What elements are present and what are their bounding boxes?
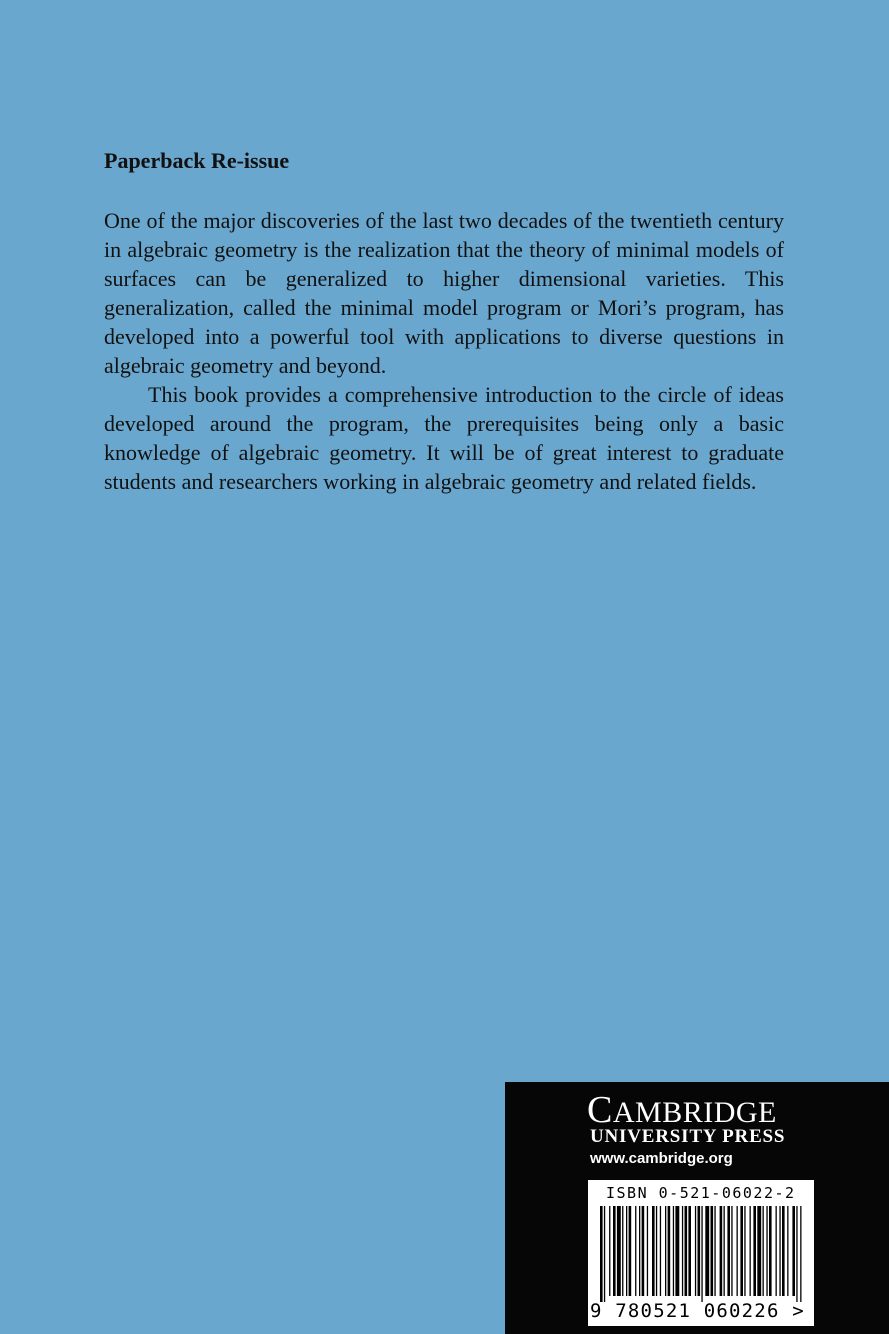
barcode-bar (626, 1206, 627, 1296)
barcode-bar (714, 1206, 715, 1296)
barcode-bar (665, 1206, 666, 1296)
publisher-name-rest: AMBRIDGE (612, 1096, 777, 1129)
barcode-bar (622, 1206, 623, 1296)
barcode-bar (673, 1206, 674, 1296)
barcode-bar (600, 1206, 603, 1302)
publisher-url: www.cambridge.org (590, 1150, 733, 1167)
barcode-bar (753, 1206, 756, 1296)
barcode-card (588, 1180, 814, 1326)
barcode-bar (701, 1206, 702, 1302)
barcode-bar (647, 1206, 648, 1296)
barcode-bar (613, 1206, 616, 1296)
barcode-bar (737, 1206, 738, 1296)
description-paragraph-2: This book provides a comprehensive introduction to the circle of ideas developed around the program, the prerequisites being only a basic knowledge of algebraic geometry. It will be of great interest to graduate students and researchers working in algebraic geometry and related fields. (104, 382, 784, 494)
barcode-bar (668, 1206, 671, 1296)
barcode-bar (609, 1206, 610, 1296)
isbn-label: ISBN 0-521-06022-2 (606, 1184, 796, 1202)
description-paragraph-1: One of the major discoveries of the last two decades of the twentieth century in algebraic geometry is the realization that the theory of minimal models of surfaces can be generalized to higher dimensional varieties. This generalization, called the minimal model program or Mori’s program, has developed into a powerful tool with applications to diverse questions in algebraic geometry and beyond. (104, 208, 784, 378)
barcode-bar (660, 1206, 661, 1296)
barcode-bar (792, 1206, 795, 1296)
section-heading: Paperback Re-issue (104, 148, 290, 173)
barcode-bar (769, 1206, 772, 1296)
barcode-bar (796, 1206, 797, 1302)
publisher-subtitle: UNIVERSITY PRESS (590, 1126, 786, 1147)
barcode-bar (617, 1206, 621, 1296)
barcode-bar (682, 1206, 683, 1296)
barcode-bar (685, 1206, 688, 1296)
barcode-bar (766, 1206, 767, 1296)
barcode-bar (675, 1206, 679, 1296)
barcode-bar (724, 1206, 725, 1296)
barcode-bar (782, 1206, 785, 1296)
barcode-bar (705, 1206, 709, 1296)
barcode-bar (652, 1206, 655, 1296)
barcode-bar (750, 1206, 751, 1296)
barcode-bar (757, 1206, 761, 1296)
barcode-icon (594, 1206, 808, 1302)
barcode-bar (779, 1206, 780, 1296)
barcode-bar (763, 1206, 764, 1296)
barcode-bar (656, 1206, 657, 1296)
barcode-bar (776, 1206, 777, 1296)
barcode-bar (800, 1206, 801, 1302)
barcode-bar (698, 1206, 701, 1296)
barcode-bar (604, 1206, 605, 1302)
barcode-bar (688, 1206, 691, 1296)
barcode-bar (740, 1206, 743, 1296)
barcode-bar (720, 1206, 723, 1296)
barcode-bar (642, 1206, 645, 1296)
back-cover-text (104, 146, 784, 496)
barcode-bar (711, 1206, 714, 1296)
publisher-name-initial: C (587, 1089, 613, 1131)
barcode-bar (635, 1206, 636, 1296)
barcode-bar (744, 1206, 745, 1296)
barcode-bar (629, 1206, 632, 1296)
barcode-bar (731, 1206, 732, 1296)
barcode-bar (727, 1206, 730, 1296)
barcode-bar (787, 1206, 788, 1296)
barcode-bar (639, 1206, 640, 1296)
barcode-bar (695, 1206, 696, 1296)
ean-digits: 9 780521 060226 > (590, 1300, 805, 1322)
publisher-box (505, 1082, 889, 1334)
